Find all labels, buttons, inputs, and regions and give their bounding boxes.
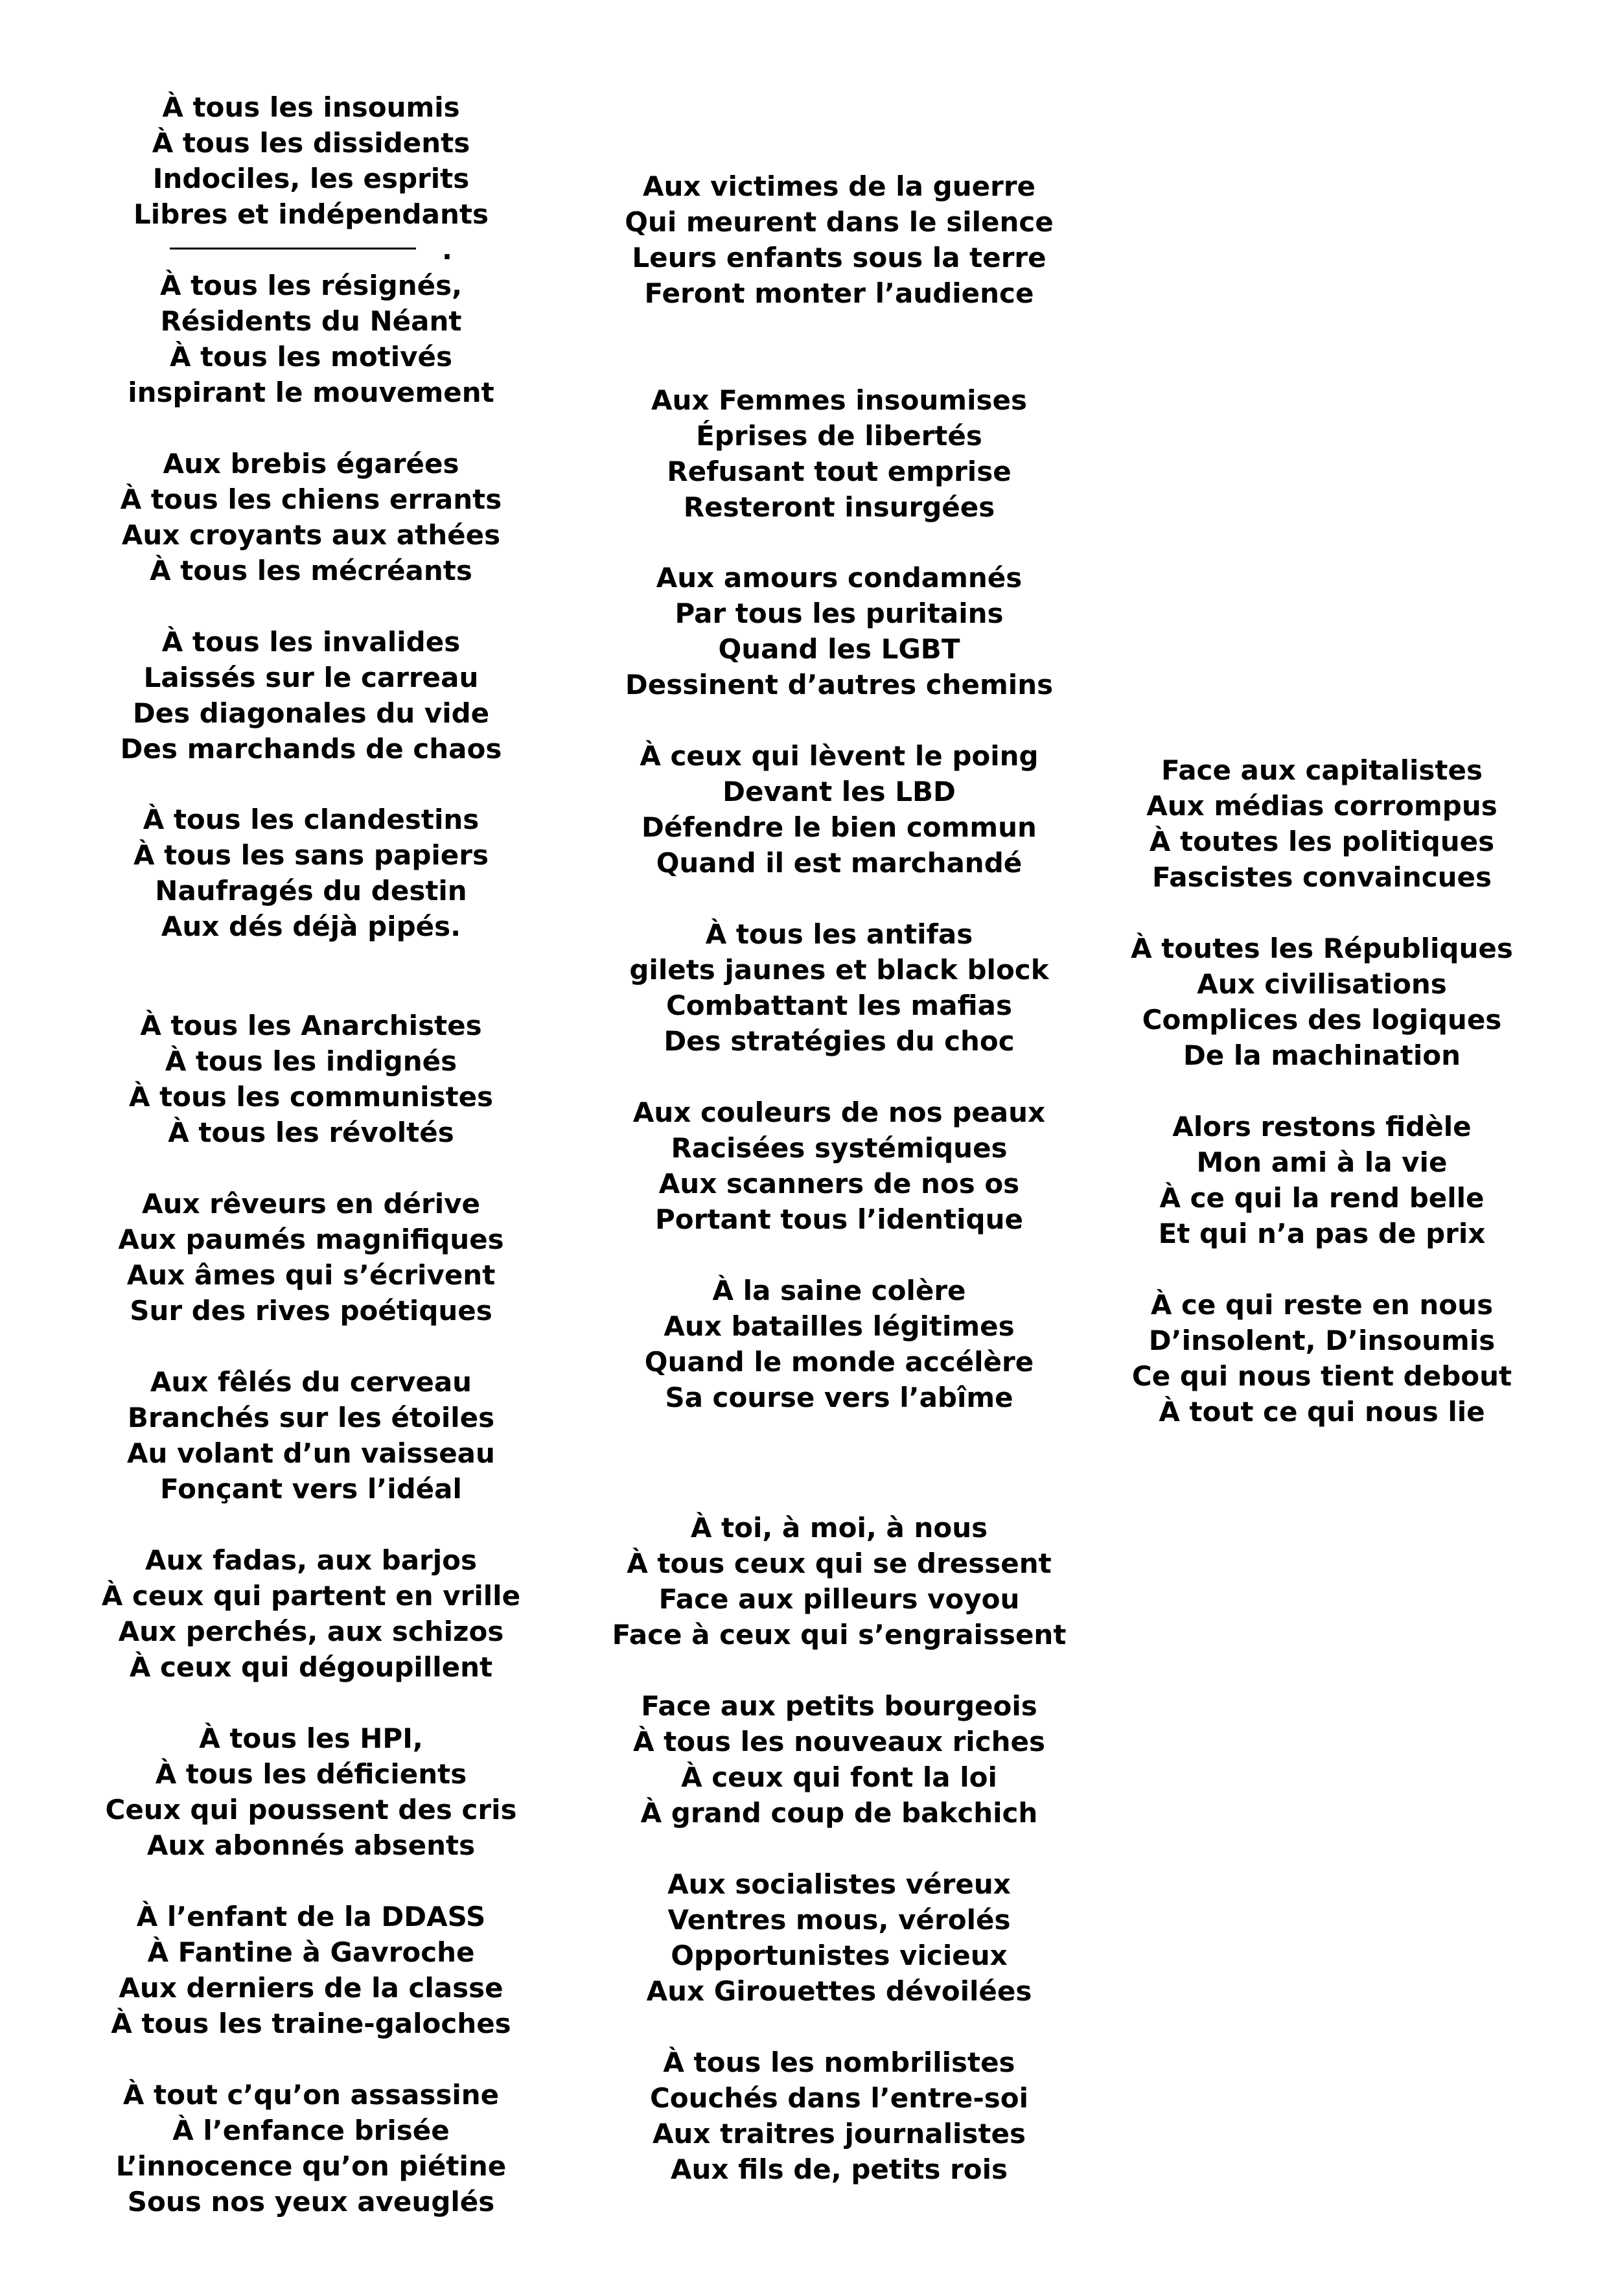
verse-line: Aux batailles légitimes — [664, 1310, 1015, 1342]
stanza — [586, 2045, 1092, 2187]
stanza — [1095, 752, 1549, 895]
verse-line: Refusant tout emprise — [667, 456, 1012, 487]
verse-line: Aux abonnés absents — [146, 1829, 476, 1861]
verse-line: À tout c’qu’on assassine — [122, 2079, 500, 2111]
verse-line: Racisées systémiques — [671, 1132, 1008, 1164]
verse-line: Naufragés du destin — [155, 875, 467, 907]
verse-line: À tous les HPI, — [199, 1722, 423, 1754]
stanza — [586, 1095, 1092, 1237]
stanza — [586, 1510, 1092, 1652]
stanza — [586, 1688, 1092, 1831]
verse-line: Aux médias corrompus — [1146, 790, 1497, 822]
verse-line: gilets jaunes et black block — [629, 954, 1049, 986]
verse-line: Aux paumés magnifiques — [118, 1223, 504, 1255]
verse-line: Aux fêlés du cerveau — [150, 1366, 472, 1398]
stanza — [84, 1008, 538, 1150]
stanza — [1095, 1287, 1549, 1430]
verse-line: Ventres mous, vérolés — [667, 1904, 1011, 1936]
verse-line: Combattant les mafias — [665, 990, 1013, 1021]
verse-line: Face aux capitalistes — [1161, 754, 1483, 786]
verse-line: Aux couleurs de nos peaux — [632, 1096, 1046, 1128]
verse-line: À tous les insoumis — [162, 91, 460, 123]
verse-line: Résidents du Néant — [160, 305, 462, 337]
verse-line: Qui meurent dans le silence — [625, 206, 1054, 238]
verse-line: À tous les nouveaux riches — [633, 1726, 1045, 1757]
verse-line: Ce qui nous tient debout — [1131, 1360, 1512, 1392]
verse-line: Laissés sur le carreau — [143, 662, 479, 693]
stanza — [586, 560, 1092, 702]
verse-line: Des marchands de chaos — [120, 733, 502, 765]
verse-line: À ce qui reste en nous — [1150, 1289, 1494, 1321]
verse-line: Face aux pilleurs voyou — [658, 1583, 1020, 1615]
stanza — [586, 382, 1092, 525]
verse-line: À tous les déficients — [155, 1758, 467, 1790]
verse-line: À l’enfance brisée — [172, 2115, 450, 2146]
verse-line: Resteront insurgées — [683, 491, 995, 523]
verse-line: À toutes les politiques — [1149, 826, 1495, 857]
verse-line: À toi, à moi, à nous — [690, 1512, 988, 1544]
verse-line: Quand le monde accélère — [644, 1346, 1034, 1378]
stanza — [84, 1186, 538, 1328]
verse-line: Face à ceux qui s’engraissent — [612, 1619, 1067, 1651]
stanza — [84, 2077, 538, 2220]
verse-line: Aux derniers de la classe — [119, 1972, 503, 2004]
verse-line: Fascistes convaincues — [1152, 861, 1492, 893]
stanza — [84, 1364, 538, 1507]
verse-line: Complices des logiques — [1142, 1004, 1502, 1036]
verse-line: Mon ami à la vie — [1196, 1146, 1448, 1178]
verse-line: Éprises de libertés — [696, 420, 982, 452]
verse-line: Aux civilisations — [1197, 968, 1447, 1000]
verse-line: Sous nos yeux aveuglés — [127, 2186, 495, 2218]
verse-line: Aux traitres journalistes — [652, 2118, 1026, 2150]
verse-line: inspirant le mouvement — [128, 377, 494, 408]
separator-dot: . — [442, 234, 452, 266]
verse-line: À tous les résignés, — [159, 270, 463, 301]
verse-line: À toutes les Républiques — [1131, 933, 1513, 964]
stanza — [84, 1721, 538, 1863]
verse-line: À tous les antifas — [705, 918, 973, 950]
verse-line: À ce qui la rend belle — [1159, 1182, 1485, 1214]
verse-line: À tous les mécréants — [150, 555, 472, 586]
verse-line: À ceux qui partent en vrille — [101, 1580, 521, 1612]
verse-line: À ceux qui font la loi — [681, 1761, 997, 1793]
verse-line: Aux croyants aux athées — [121, 519, 501, 551]
verse-line: Aux amours condamnés — [656, 562, 1023, 594]
verse-line: À la saine colère — [712, 1275, 966, 1306]
verse-line: À tous les indignés — [165, 1045, 457, 1077]
verse-line: Au volant d’un vaisseau — [127, 1437, 495, 1469]
verse-line: L’innocence qu’on piétine — [115, 2150, 507, 2182]
verse-line: À tous les révoltés — [168, 1117, 454, 1148]
stanza — [84, 1542, 538, 1685]
verse-line: À ceux qui lèvent le poing — [640, 740, 1039, 772]
verse-line: Aux fadas, aux barjos — [145, 1544, 478, 1576]
verse-line: Aux âmes qui s’écrivent — [126, 1259, 496, 1291]
verse-line: Quand les LGBT — [718, 633, 960, 665]
verse-line: Aux rêveurs en dérive — [142, 1188, 480, 1220]
verse-line: Feront monter l’audience — [644, 277, 1034, 309]
stanza — [84, 802, 538, 944]
verse-line: À tous ceux qui se dressent — [627, 1548, 1052, 1579]
verse-line: À ceux qui dégoupillent — [129, 1651, 493, 1683]
verse-line: Alors restons fidèle — [1172, 1111, 1472, 1142]
stanza — [586, 738, 1092, 881]
verse-line: Sa course vers l’abîme — [665, 1382, 1013, 1413]
verse-line: Aux victimes de la guerre — [642, 170, 1036, 202]
verse-line: À tous les invalides — [161, 626, 461, 658]
verse-line: Libres et indépendants — [133, 198, 489, 230]
separator-line — [84, 232, 538, 268]
verse-line: À tous les traine-galoches — [111, 2008, 511, 2039]
verse-line: Face aux petits bourgeois — [641, 1690, 1037, 1722]
stanza — [1095, 931, 1549, 1073]
verse-line: Ceux qui poussent des cris — [105, 1794, 517, 1826]
verse-line: À tous les motivés — [169, 341, 453, 373]
verse-line: Et qui n’a pas de prix — [1158, 1218, 1486, 1249]
verse-line: Portant tous l’identique — [655, 1203, 1023, 1235]
stanza — [586, 1866, 1092, 2009]
verse-line: Opportunistes vicieux — [671, 1940, 1008, 1971]
verse-line: Devant les LBD — [723, 776, 956, 807]
verse-line: Couchés dans l’entre-soi — [649, 2082, 1029, 2114]
stanza — [1095, 1109, 1549, 1251]
verse-line: À l’enfant de la DDASS — [136, 1901, 486, 1932]
verse-line: Leurs enfants sous la terre — [632, 242, 1046, 273]
verse-line: Aux socialistes véreux — [667, 1868, 1011, 1900]
verse-line: Fonçant vers l’idéal — [160, 1473, 462, 1505]
verse-line: D’insolent, D’insoumis — [1148, 1325, 1496, 1356]
stanza — [586, 1273, 1092, 1415]
verse-line: À tous les dissidents — [152, 127, 470, 159]
verse-line: À tous les sans papiers — [133, 839, 489, 871]
verse-line: Aux perchés, aux schizos — [118, 1616, 504, 1647]
underline-rule — [170, 248, 416, 249]
verse-line: Branchés sur les étoiles — [127, 1402, 495, 1433]
verse-line: À tous les chiens errants — [120, 483, 502, 515]
stanza — [84, 1899, 538, 2041]
verse-line: Aux Femmes insoumises — [651, 384, 1027, 416]
verse-line: De la machination — [1183, 1039, 1461, 1071]
stanza — [586, 916, 1092, 1059]
verse-line: Aux scanners de nos os — [658, 1168, 1020, 1200]
verse-line: À grand coup de bakchich — [640, 1797, 1038, 1829]
verse-line: Indociles, les esprits — [152, 163, 470, 194]
verse-line: À tous les nombrilistes — [663, 2047, 1015, 2078]
verse-line: Défendre le bien commun — [642, 811, 1037, 843]
verse-line: Aux fils de, petits rois — [670, 2153, 1008, 2185]
verse-line: À tous les Anarchistes — [140, 1010, 482, 1041]
verse-line: Dessinent d’autres chemins — [625, 669, 1054, 701]
verse-line: Aux dés déjà pipés. — [161, 910, 461, 942]
stanza — [84, 446, 538, 588]
verse-line: Aux brebis égarées — [163, 448, 459, 480]
verse-line: À tout ce qui nous lie — [1159, 1396, 1485, 1428]
stanza — [586, 168, 1092, 311]
verse-line: Des stratégies du choc — [664, 1025, 1015, 1057]
verse-line: Quand il est marchandé — [656, 847, 1023, 879]
verse-line: À tous les clandestins — [143, 804, 480, 835]
stanza — [84, 624, 538, 767]
verse-line: Aux Girouettes dévoilées — [646, 1975, 1032, 2007]
verse-line: Des diagonales du vide — [132, 697, 490, 729]
stanza — [84, 89, 538, 410]
verse-line: Sur des rives poétiques — [130, 1295, 492, 1327]
verse-line: À tous les communistes — [128, 1081, 494, 1113]
verse-line: Par tous les puritains — [675, 597, 1004, 629]
verse-line: À Fantine à Gavroche — [147, 1936, 475, 1968]
